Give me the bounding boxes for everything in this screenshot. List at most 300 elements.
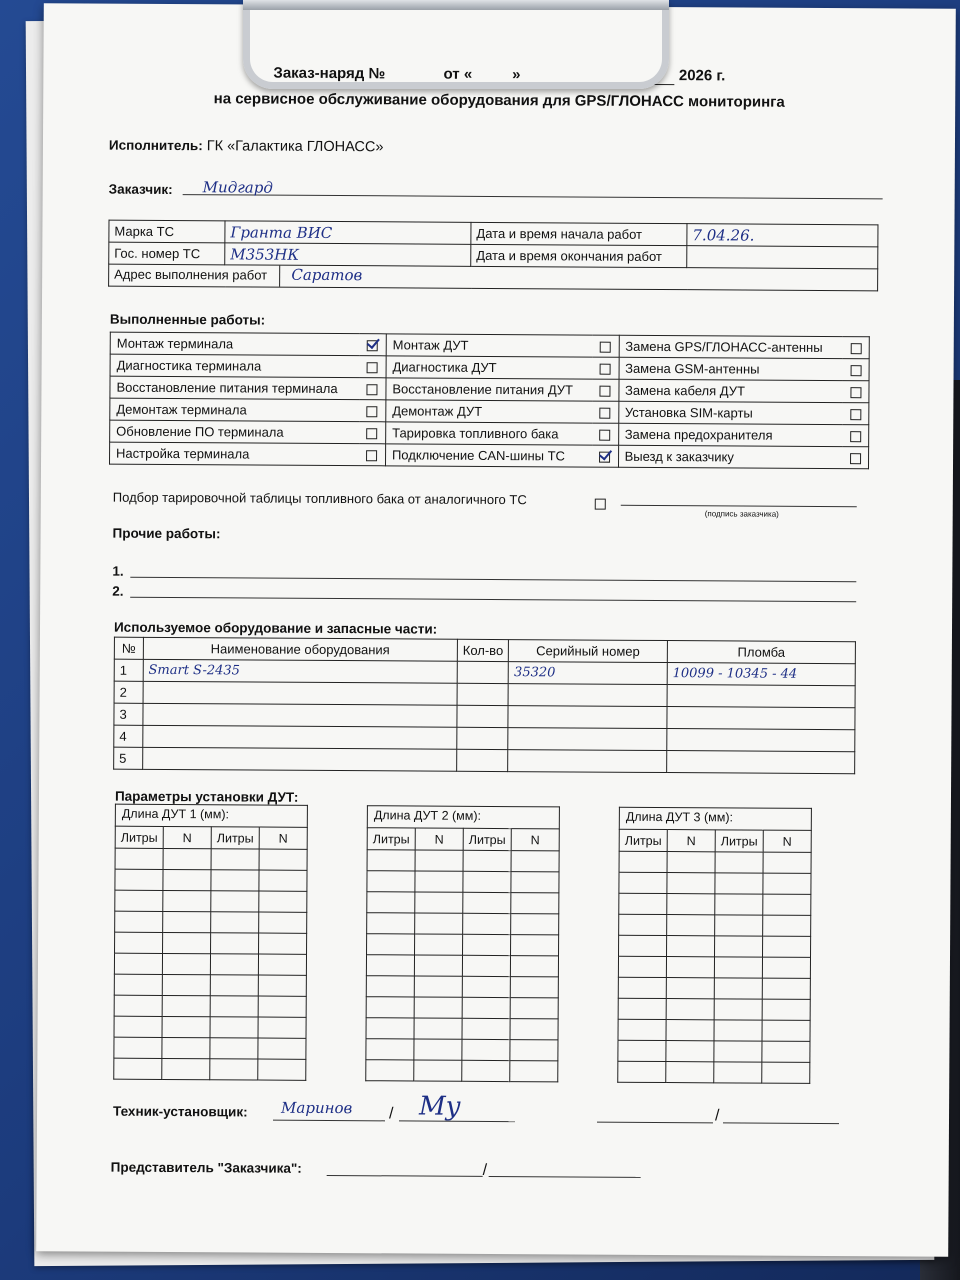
dut-cell[interactable] [763, 873, 811, 894]
dut-cell[interactable] [415, 913, 463, 934]
dut-cell[interactable] [511, 851, 559, 872]
dut-cell[interactable] [618, 1019, 666, 1040]
equipment-header-cell: Наименование оборудования [143, 637, 457, 661]
dut-cell[interactable] [714, 957, 762, 978]
dut-cell[interactable] [366, 997, 414, 1018]
dut-cell[interactable] [114, 1016, 162, 1037]
dut-cell[interactable] [210, 975, 258, 996]
dut-cell[interactable] [367, 871, 415, 892]
work-item-checkbox-cell [592, 445, 619, 467]
other-line-2[interactable] [130, 597, 856, 602]
dut-column-header: Литры [463, 828, 511, 850]
dut-cell[interactable] [762, 957, 810, 978]
dut-row [114, 1058, 306, 1080]
work-item-checkbox[interactable] [600, 342, 611, 353]
dut-row [619, 914, 811, 936]
dut-cell[interactable] [511, 935, 559, 956]
dut-cell[interactable] [618, 1040, 666, 1061]
dut-row [366, 976, 558, 998]
tech-name[interactable]: Маринов [281, 1098, 353, 1118]
dut-cell[interactable] [763, 894, 811, 915]
dut-row [618, 1061, 810, 1083]
work-item-checkbox[interactable] [850, 431, 861, 442]
equipment-cell[interactable]: 35320 [509, 662, 668, 685]
dut-column-header: Литры [619, 829, 667, 851]
dut-column-header: N [511, 829, 559, 851]
dut-row [114, 974, 306, 996]
equipment-cell[interactable] [143, 703, 457, 727]
dut-cell[interactable] [162, 1037, 210, 1058]
dut-cell[interactable] [618, 998, 666, 1019]
work-item-checkbox-cell [592, 423, 619, 445]
dut-cell[interactable] [414, 955, 462, 976]
work-item-checkbox-cell [842, 425, 869, 447]
dut-cell[interactable] [462, 997, 510, 1018]
dut-cell[interactable] [667, 894, 715, 915]
equipment-cell[interactable] [667, 707, 855, 730]
work-item-checkbox-cell [842, 381, 869, 403]
dut-row [115, 932, 307, 954]
dut-row [114, 995, 306, 1017]
dut-row [367, 913, 559, 935]
dut-cell[interactable] [618, 956, 666, 977]
dut-cell[interactable] [763, 852, 811, 873]
dut-cell[interactable] [115, 890, 163, 911]
dut-row [115, 848, 307, 870]
dut-row [115, 869, 307, 891]
dut-cell[interactable] [715, 894, 763, 915]
dut-cell[interactable] [715, 873, 763, 894]
dut-cell[interactable] [414, 976, 462, 997]
dut-cell[interactable] [259, 933, 307, 954]
dut-cell[interactable] [667, 936, 715, 957]
dut-cell[interactable] [259, 891, 307, 912]
dut-cell[interactable] [715, 936, 763, 957]
dut-cell[interactable] [366, 1060, 414, 1081]
dut-cell[interactable] [367, 892, 415, 913]
work-item-checkbox-cell [592, 357, 619, 379]
brand-value[interactable]: Гранта ВИС [225, 221, 471, 245]
work-item-checkbox-cell [359, 422, 386, 444]
dut-cell[interactable] [666, 1062, 714, 1083]
tech-name-line [273, 1120, 385, 1122]
dut-cell[interactable] [259, 912, 307, 933]
dut-cell[interactable] [414, 1018, 462, 1039]
dut-cell[interactable] [714, 999, 762, 1020]
dut-column-header: Литры [715, 830, 763, 852]
dut-row [618, 956, 810, 978]
other-item-1: 1. [112, 563, 124, 579]
dut-column-header: N [763, 830, 811, 852]
dut-cell[interactable] [462, 955, 510, 976]
dut-cell[interactable] [162, 953, 210, 974]
equipment-cell[interactable] [667, 729, 855, 752]
dut-cell[interactable] [114, 1058, 162, 1079]
equipment-cell[interactable] [457, 727, 509, 749]
dut-cell[interactable] [763, 936, 811, 957]
customer-line [183, 194, 883, 199]
dut-row [367, 934, 559, 956]
customer-rep-line-1[interactable] [327, 1175, 483, 1177]
dut-cell[interactable] [511, 914, 559, 935]
dut-cell[interactable] [163, 932, 211, 953]
other-line-1[interactable] [130, 577, 856, 582]
dut-cell[interactable] [115, 932, 163, 953]
dut-cell[interactable] [619, 893, 667, 914]
dut-row [366, 955, 558, 977]
dut-cell[interactable] [211, 891, 259, 912]
plate-label: Гос. номер ТС [109, 242, 225, 265]
dut-cell[interactable] [162, 974, 210, 995]
dut-column-header: N [667, 830, 715, 852]
dut-cell[interactable] [414, 997, 462, 1018]
work-item-label: Диагностика терминала [110, 354, 360, 378]
dut-cell[interactable] [463, 892, 511, 913]
dut-title: Параметры установки ДУТ: [114, 788, 299, 805]
dut-cell[interactable] [763, 915, 811, 936]
work-item-checkbox[interactable] [850, 387, 861, 398]
dut-length-label: Длина ДУТ 3 (мм): [619, 807, 812, 830]
work-item-checkbox-cell [843, 359, 870, 381]
work-item-label: Замена кабеля ДУТ [618, 379, 842, 402]
dut-cell[interactable] [510, 1040, 558, 1061]
dut-cell[interactable] [258, 975, 306, 996]
equipment-cell[interactable] [143, 681, 457, 705]
dut-cell[interactable] [115, 911, 163, 932]
equipment-cell[interactable] [457, 749, 509, 771]
work-item-label: Диагностика ДУТ [386, 356, 592, 379]
dut-cell[interactable] [762, 999, 810, 1020]
work-item-label: Восстановление питания терминала [110, 376, 360, 400]
dut-cell[interactable] [163, 848, 211, 869]
dut-row [618, 998, 810, 1020]
work-item-label: Установка SIM-карты [618, 401, 842, 424]
dut-row [619, 872, 811, 894]
equipment-cell[interactable]: Smart S-2435 [143, 659, 457, 683]
dut-cell[interactable] [210, 996, 258, 1017]
dut-row [366, 1018, 558, 1040]
work-item-checkbox[interactable] [599, 452, 610, 463]
work-item-label: Тарировка топливного бака [386, 422, 592, 445]
dut-cell[interactable] [762, 1041, 810, 1062]
equipment-row-number: 2 [114, 681, 143, 703]
dut-row [619, 851, 811, 873]
dut-cell[interactable] [762, 1020, 810, 1041]
end-value[interactable] [687, 246, 878, 269]
dut-table-2 [365, 805, 560, 1082]
work-item-checkbox-cell [359, 356, 386, 378]
dut-cell[interactable] [619, 851, 667, 872]
dut-row [618, 1019, 810, 1041]
dut-cell[interactable] [210, 1059, 258, 1080]
dut-cell[interactable] [462, 1060, 510, 1081]
equipment-cell[interactable] [457, 661, 509, 683]
dut-cell[interactable] [366, 976, 414, 997]
dut-cell[interactable] [162, 995, 210, 1016]
dut-cell[interactable] [366, 1018, 414, 1039]
work-item-checkbox-cell [842, 447, 869, 469]
dut-cell[interactable] [714, 1062, 762, 1083]
equipment-cell[interactable] [508, 684, 667, 707]
tech-label: Техник-установщик: [113, 1103, 248, 1120]
brand-label: Марка ТС [109, 220, 225, 243]
clipboard-clip-bar [243, 0, 669, 10]
work-item-checkbox[interactable] [850, 453, 861, 464]
dut-cell[interactable] [258, 1038, 306, 1059]
dut-cell[interactable] [462, 976, 510, 997]
dut-cell[interactable] [510, 956, 558, 977]
dut-cell[interactable] [666, 978, 714, 999]
customer-signature-line [621, 505, 857, 507]
dut-cell[interactable] [462, 1018, 510, 1039]
dut-cell[interactable] [618, 1061, 666, 1082]
dut-cell[interactable] [211, 933, 259, 954]
work-item-checkbox[interactable] [600, 364, 611, 375]
equipment-row-number: 4 [114, 725, 143, 747]
end-label: Дата и время окончания работ [471, 244, 687, 267]
dut-cell[interactable] [415, 934, 463, 955]
dut-cell[interactable] [163, 890, 211, 911]
address-value[interactable]: Саратов [291, 265, 363, 285]
dut-cell[interactable] [618, 977, 666, 998]
dut-cell[interactable] [666, 999, 714, 1020]
equipment-cell[interactable] [457, 683, 509, 705]
work-item-checkbox[interactable] [850, 343, 861, 354]
signature-caption: (подпись заказчика) [704, 509, 779, 519]
dut-cell[interactable] [511, 893, 559, 914]
tech-signature[interactable]: Му [418, 1091, 461, 1122]
equipment-cell[interactable] [667, 685, 855, 708]
work-item-checkbox[interactable] [367, 406, 378, 417]
dut-length-label: Длина ДУТ 1 (мм): [115, 804, 308, 827]
dut-cell[interactable] [259, 870, 307, 891]
work-item-label: Настройка терминала [110, 442, 360, 466]
dut-row [114, 953, 306, 975]
customer-rep-line-2[interactable] [489, 1176, 641, 1178]
works-title: Выполненные работы: [109, 311, 266, 328]
tariff-label: Подбор тарировочной таблицы топливного бака от аналогичного ТС [112, 489, 527, 508]
dut-cell[interactable] [162, 1016, 210, 1037]
dut-cell[interactable] [366, 1039, 414, 1060]
other-item-2: 2. [112, 583, 124, 599]
work-item-checkbox[interactable] [599, 430, 610, 441]
dut-cell[interactable] [667, 915, 715, 936]
dut-cell[interactable] [115, 848, 163, 869]
work-item-checkbox[interactable] [850, 365, 861, 376]
dut-cell[interactable] [258, 954, 306, 975]
dut-cell[interactable] [115, 869, 163, 890]
work-item-label: Монтаж терминала [110, 332, 360, 356]
dut-length-label: Длина ДУТ 2 (мм): [367, 805, 560, 828]
dut-cell[interactable] [510, 1061, 558, 1082]
dut-cell[interactable] [163, 869, 211, 890]
dut-cell[interactable] [415, 892, 463, 913]
dut-row [366, 997, 558, 1019]
order-title-line: Заказ-наряд № от « » 2026 г. [273, 64, 726, 85]
dut-row [619, 935, 811, 957]
dut-cell[interactable] [114, 953, 162, 974]
dut-cell[interactable] [367, 913, 415, 934]
work-item-checkbox[interactable] [367, 384, 378, 395]
work-item-label: Демонтаж ДУТ [386, 400, 592, 423]
dut-row [114, 1016, 306, 1038]
equipment-table [113, 637, 856, 775]
dut-cell[interactable] [619, 935, 667, 956]
extra-line-1 [597, 1122, 713, 1124]
dut-row [366, 1060, 558, 1082]
work-item-checkbox[interactable] [367, 428, 378, 439]
equipment-title: Используемое оборудование и запасные части: [113, 619, 438, 637]
work-item-checkbox[interactable] [367, 362, 378, 373]
equipment-cell[interactable] [508, 728, 667, 751]
dut-cell[interactable] [462, 1039, 510, 1060]
dut-cell[interactable] [666, 957, 714, 978]
dut-cell[interactable] [667, 852, 715, 873]
work-item-checkbox-cell [359, 400, 386, 422]
executor-row: Исполнитель: ГК «Галактика ГЛОНАСС» [108, 137, 384, 156]
equipment-cell[interactable] [667, 751, 855, 774]
dut-column-header: Литры [115, 826, 163, 848]
dut-cell[interactable] [463, 913, 511, 934]
dut-cell[interactable] [619, 914, 667, 935]
dut-cell[interactable] [210, 1038, 258, 1059]
works-table [109, 332, 870, 470]
dut-cell[interactable] [463, 934, 511, 955]
dut-cell[interactable] [666, 1041, 714, 1062]
equipment-header-cell: Пломба [667, 641, 855, 664]
work-item-checkbox-cell [592, 401, 619, 423]
work-item-checkbox-cell [843, 337, 870, 359]
dut-cell[interactable] [367, 850, 415, 871]
clipboard-clip [243, 0, 669, 89]
dut-cell[interactable] [510, 998, 558, 1019]
dut-row [115, 890, 307, 912]
dut-row [618, 977, 810, 999]
dut-cell[interactable] [415, 850, 463, 871]
plate-value[interactable]: М353НК [225, 243, 471, 267]
dut-cell[interactable] [114, 1037, 162, 1058]
dut-cell[interactable] [210, 1017, 258, 1038]
work-item-label: Подключение CAN-шины ТС [385, 444, 591, 467]
dut-row [114, 1037, 306, 1059]
work-item-checkbox-cell [842, 403, 869, 425]
equipment-row-number: 5 [114, 747, 143, 769]
dut-cell[interactable] [114, 974, 162, 995]
dut-cell[interactable] [211, 912, 259, 933]
dut-cell[interactable] [114, 995, 162, 1016]
equipment-header-cell: Серийный номер [509, 640, 668, 663]
dut-cell[interactable] [463, 871, 511, 892]
extra-line-2 [723, 1122, 839, 1124]
dut-column-header: N [415, 828, 463, 850]
dut-cell[interactable] [258, 996, 306, 1017]
dut-row [367, 850, 559, 872]
dut-column-header: N [259, 827, 307, 849]
dut-cell[interactable] [211, 870, 259, 891]
dut-cell[interactable] [510, 1019, 558, 1040]
equipment-header-cell: № [114, 637, 143, 659]
dut-cell[interactable] [762, 1062, 810, 1083]
start-value[interactable]: 7.04.26. [687, 224, 878, 247]
dut-cell[interactable] [366, 955, 414, 976]
customer-label: Заказчик: [108, 181, 173, 198]
dut-row [618, 1040, 810, 1062]
other-works-title: Прочие работы: [112, 525, 221, 542]
work-item-checkbox-cell [360, 334, 387, 356]
dut-cell[interactable] [511, 872, 559, 893]
work-item-label: Замена GPS/ГЛОНАСС-антенны [619, 335, 843, 358]
work-item-checkbox[interactable] [366, 450, 377, 461]
work-item-label: Монтаж ДУТ [386, 334, 592, 357]
dut-cell[interactable] [258, 1017, 306, 1038]
dut-row [619, 893, 811, 915]
dut-cell[interactable] [762, 978, 810, 999]
work-item-checkbox-cell [359, 444, 386, 466]
work-item-label: Замена GSM-антенны [619, 357, 843, 380]
equipment-cell[interactable] [508, 706, 667, 729]
work-item-checkbox[interactable] [367, 340, 378, 351]
dut-cell[interactable] [714, 978, 762, 999]
work-item-checkbox[interactable] [850, 409, 861, 420]
equipment-cell[interactable] [508, 750, 667, 773]
equipment-cell[interactable] [142, 747, 456, 771]
work-item-checkbox-cell [359, 378, 386, 400]
dut-row [366, 1039, 558, 1061]
dut-cell[interactable] [415, 871, 463, 892]
dut-cell[interactable] [715, 915, 763, 936]
customer-value[interactable]: Мидгард [202, 178, 273, 197]
dut-cell[interactable] [211, 849, 259, 870]
dut-table-3 [617, 807, 812, 1084]
dut-cell[interactable] [619, 872, 667, 893]
dut-cell[interactable] [210, 954, 258, 975]
dut-cell[interactable] [714, 1041, 762, 1062]
order-subtitle: на сервисное обслуживание оборудования для GPS/ГЛОНАСС мониторинга [213, 90, 785, 111]
dut-cell[interactable] [414, 1060, 462, 1081]
dut-cell[interactable] [162, 1058, 210, 1079]
dut-cell[interactable] [258, 1059, 306, 1080]
dut-row [115, 911, 307, 933]
dut-cell[interactable] [510, 977, 558, 998]
dut-cell[interactable] [414, 1039, 462, 1060]
tariff-checkbox[interactable] [595, 499, 606, 510]
equipment-cell[interactable] [143, 725, 457, 749]
work-item-label: Выезд к заказчику [618, 445, 842, 468]
dut-cell[interactable] [163, 911, 211, 932]
work-item-checkbox[interactable] [599, 408, 610, 419]
dut-column-header: Литры [211, 827, 259, 849]
dut-cell[interactable] [463, 850, 511, 871]
address-row [109, 264, 878, 291]
equipment-row-number: 3 [114, 703, 143, 725]
work-item-checkbox-cell [592, 335, 619, 357]
work-order-sheet: Заказ-наряд № от « » 2026 г. на сервисное обслуживание оборудования для GPS/ГЛОНАСС мониторинга Исполнитель: ГК «Галактика ГЛОНАСС» Заказчик: Мидгард Марка ТС Гранта ВИС Дата и время начала работ 7.04.26. Гос. номер ТС М353НК Дата и время окончания работ Адрес выполнения работ Саратов Выполненные работы: Монтаж терминала Монтаж ДУТ Замена GPS/ГЛОНАСС-антенны Диагностика терминала Диагностика ДУТ Замена GSM-антенны Восстановление питания терминала Восстановление питания ДУТ Замена кабеля ДУТ Демонтаж терминала Демонтаж ДУТ Установка SIM-карты Обновление ПО терминала Тарировка топливного бака Замена предохранителя Настройка терминала Подключение CAN-шины ТС Выезд к заказчику Подбор тарировочной таблицы топливного бака от аналогичного ТС (подпись заказчика) Прочие работы: 1. 2. Используемое оборудование и запасные части: № Наименование оборудования Кол-во Серийный номер Пломба 1 Smart S-2435 35320 10099 - 10345 - 44 2 3 4 5 Параметры установки ДУТ: Длина ДУТ 1 (мм): Литры N Литры N Длина ДУТ 2 (мм): Литры N Литры N Длина ДУТ 3 (мм): Литры N Литры N Техник-установщик: Маринов / Му / Представитель "Заказчика": / [36, 3, 956, 1257]
dut-cell[interactable] [367, 934, 415, 955]
equipment-cell[interactable] [457, 705, 509, 727]
equipment-row [114, 747, 855, 774]
equipment-cell[interactable]: 10099 - 10345 - 44 [667, 663, 855, 686]
dut-table-1 [113, 804, 308, 1081]
dut-cell[interactable] [666, 1020, 714, 1041]
work-item-checkbox[interactable] [599, 386, 610, 397]
address-label: Адрес выполнения работ [114, 266, 268, 283]
dut-cell[interactable] [715, 852, 763, 873]
work-item-label: Замена предохранителя [618, 423, 842, 446]
dut-cell[interactable] [259, 849, 307, 870]
dut-cell[interactable] [667, 873, 715, 894]
customer-rep-label: Представитель "Заказчика": [110, 1159, 302, 1176]
dut-cell[interactable] [714, 1020, 762, 1041]
